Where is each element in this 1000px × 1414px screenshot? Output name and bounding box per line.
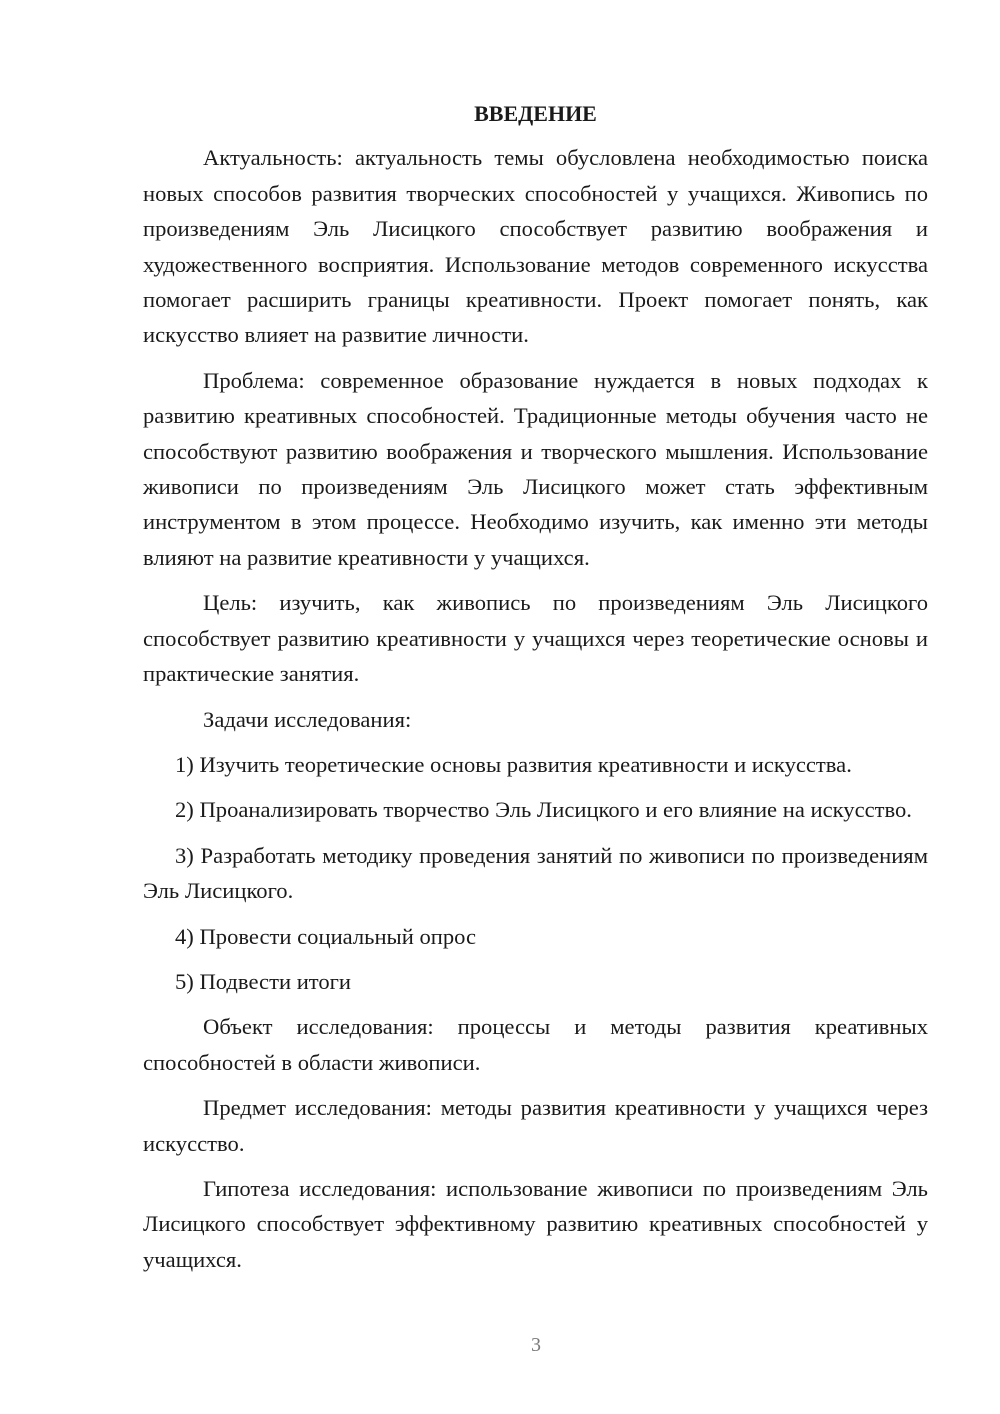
task-item-3: 3) Разработать методику проведения занятий по живописи по произведениям Эль Лисицкого. <box>143 842 928 904</box>
page-number: 3 <box>531 1334 541 1356</box>
task-item-2: 2) Проанализировать творчество Эль Лисицкого и его влияние на искусство. <box>175 797 912 823</box>
paragraph-goal: Цель: изучить, как живопись по произведениям Эль Лисицкого способствует развитию креативности у учащихся через теоретические основы и практические занятия. <box>143 590 928 687</box>
task-item-5: 5) Подвести итоги <box>175 968 352 994</box>
paragraph-relevance: Актуальность: актуальность темы обусловлена необходимостью поиска новых способов развития творческих способностей у учащихся. Живопись по произведениям Эль Лисицкого способствует развитию воображения и художественного восприятия. Использование методов современного искусства помогает расширить границы креативности. Проект помогает понять, как искусство влияет на развитие личности. <box>143 145 928 348</box>
task-item-4: 4) Провести социальный опрос <box>175 923 477 949</box>
task-item-1: 1) Изучить теоретические основы развития креативности и искусства. <box>175 751 852 777</box>
paragraph-problem: Проблема: современное образование нуждается в новых подходах к развитию креативных способностей. Традиционные методы обучения часто не способствуют развитию воображения и творческого мышления. Использование живописи по произведениям Эль Лисицкого может стать эффективным инструментом в этом процессе. Необходимо изучить, как именно эти методы влияют на развитие креативности у учащихся. <box>143 367 928 570</box>
task-list <box>143 747 928 999</box>
document-body <box>143 96 928 1277</box>
paragraph-subject: Предмет исследования: методы развития креативности у учащихся через искусство. <box>143 1095 928 1156</box>
tasks-title: Задачи исследования: <box>203 706 412 732</box>
paragraph-object: Объект исследования: процессы и методы развития креативных способностей в области живописи. <box>143 1014 928 1075</box>
section-heading: ВВЕДЕНИЕ <box>474 101 597 126</box>
paragraph-hypothesis: Гипотеза исследования: использование живописи по произведениям Эль Лисицкого способствует эффективному развитию креативных способностей у учащихся. <box>143 1175 928 1272</box>
